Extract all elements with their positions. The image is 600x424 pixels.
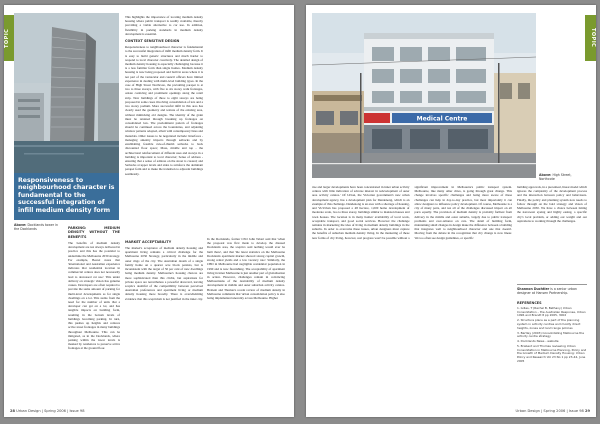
topic-tab: TOPIC bbox=[4, 15, 15, 61]
right-photo-caption bbox=[539, 173, 587, 181]
topic-tab-right: TOPIC bbox=[585, 15, 596, 61]
right-col-3-text: building approvals, in a piecemeal, linear model which ignores the complexity of the development process and the interaction between policy and behaviours. Finally, the policy and planning system now needs to follow through on the bold strategy and vision of Melbourne 2030. We have a choice between timing the narrowest eyeing and highly easing, a specific city's local problem, or adding our weight and our aspirations to working through the challenges. bbox=[517, 185, 587, 223]
context-heading: CONTEXT SENSITIVE DESIGN bbox=[125, 39, 180, 44]
right-folio-text: Urban Design | Spring 2006 | Issue 98 bbox=[515, 409, 584, 413]
intro-paragraph: This highlights the importance of locating medium density housing where public transport is readily available, thereby providing a viable alternative to car use. In addition, flexibility in parking standards in medium density development is essential. bbox=[125, 15, 203, 36]
right-body bbox=[312, 185, 512, 407]
article-headline: Responsiveness to neighbourhood character is fundamental to the successful integration of infill medium density form bbox=[18, 177, 115, 214]
context-body: Responsiveness to neighbourhood character is fundamental to the successful integration of infill medium density form. It is easy to build generic structures and much harder to respond to local character creatively. The detailed design of medium density housing is especially challenging because it is a less familiar form than single homes. Medium density housing is now being proposed and built in areas where it is not part of the vernacular and council officers have limited experience in dealing with multi-level building types. In the case of High Street Northcote, the prevailing parapet is at two to three storeys, with five to six storey walk frontages, ornate cornicing and prominent openings along the retail strip. New buildings of three to eight storeys are being proposed in some cases involving consolidation of lots and a two storey podium. More successful infill in this area has clearly used the geometry and texture of the existing area, without mimicking old designs. The identity of the grain must be retained through breaking up frontages on consolidated lots. The predominant pattern of frontages should be continued across the boundaries, and adjoining window patterns adopted, albeit with contemporary lines and materials. Other issues to be negotiated include: Interfaces - managing amenity impacts through setbacks and by establishing feasible rule-of-thumb setbacks to back discounted floor space; Mass, middle and top - the architectural reinforcement of different uses and storeys in a building is important to local character; Sense of address - ensuring that a sense of address on the street is created; and Setbacks at upper levels and sides to reinforce the dominant parapet form and to make the transition to adjacent buildings seamlessly. bbox=[125, 45, 203, 176]
market-body: The market's acceptance of medium density housing and apartment living remains a critical challenge for the Melbourne 2030 Strategy, particularly in the middle and outer rings of the city. The Australian dream of a single family home on a quarter acre block persists, but is inconsistent with the target of 50 per cent of new dwellings being medium density. Melbourne's housing choices are more sophisticated than this cliché, but aspirations for private space are nevertheless a powerful drawcard, leaving sceptics doubtful of the compatibility between perceived Australian preferences and apartment living or medium density housing more broadly. There is overwhelming evidence that this scepticism is not justified in the inner city. In the Docklands, former CEO John Tabart said that 'when the proposal was first made to develop the disused Docklands area, the sceptics said nothing would ever be built there', and that 'the latest statistics on the Melbourne Docklands apartment market showed strong capital growth, strong rental yields and a low vacancy rate.' Similarly, the CBD in Melbourne had negligible residential population in 1990 and is now flourishing. The acceptability of apartment living in inner Melbourne is just another part of globalisation in action. However, challenges remain in convincing Melbournians of the desirability of medium density development in middle and outer suburban activity centres. Brabent and Thomas's recent review of medium density in Melbourne comments that 'urban consolidation policy is also being implemented unevenly across Melbourne. Higher bbox=[125, 237, 285, 301]
right-folio bbox=[516, 409, 590, 413]
left-page-number: 28 bbox=[10, 409, 16, 413]
references-heading: REFERENCES bbox=[517, 301, 542, 305]
right-page bbox=[306, 5, 596, 417]
right-col-3 bbox=[517, 185, 587, 281]
right-caption-text: High Street, Northcote bbox=[539, 173, 572, 182]
left-folio-text: Urban Design | Spring 2006 | Issue 98 bbox=[16, 409, 85, 413]
right-page-number: 29 bbox=[584, 409, 590, 413]
right-caption-label: Above: bbox=[539, 173, 552, 177]
references bbox=[517, 301, 587, 365]
svg-text:Medical Centre: Medical Centre bbox=[416, 115, 468, 123]
parking-body: The benefits of medium density development are not always delivered in practice and this has the potential to undermine the Melbourne 2030 strategy. For example, Beeret notes that 'international and Australian experience indicates that residential location in commercial centres does not necessarily lead to decreased car use.' This under delivery on strategic vision has genuine causes. Developers are often required to provide the same amount of parking for multi-level developments as for single dwellings on a lot. This stems from the need for the number of units that a developer can get on a lot, and has tangible impacts on building form, resulting in the bottom levels of buildings becoming parking. In turn, this pushes up heights and reduces active street frontages in many buildings throughout Melbourne. This can be mitigated, as in the Docklands, where parking within the lower levels is masked by residences to preserve active frontages at the ground floor. bbox=[68, 240, 120, 351]
left-folio bbox=[10, 409, 84, 413]
reference-item: 5. Brabent and Thomas reviewing Urban Consolidation in Melbourne Planning, Policy and the Growth of Medium Density Housing: Urban Policy and Research Vol 23 No 1 pp 23-44, June 2005 bbox=[517, 343, 587, 363]
left-page bbox=[4, 5, 294, 417]
left-photo-caption bbox=[14, 223, 64, 231]
author-name: Shannon Duchtler bbox=[517, 287, 550, 291]
parking-heading: PARKING: MEDIUM DENSITY WITHOUT THE BENEFITS bbox=[68, 226, 120, 239]
left-col-3 bbox=[125, 237, 285, 407]
references-list bbox=[517, 307, 587, 364]
author-role: is a senior urban designer at Hansen Partnership. bbox=[517, 287, 577, 296]
reference-item: 4. Docklands News - website bbox=[517, 339, 559, 344]
headline-box bbox=[14, 173, 119, 220]
market-heading: MARKET ACCEPTABILITY bbox=[125, 240, 172, 244]
docklands-tower-photo bbox=[14, 13, 119, 173]
author-note bbox=[517, 284, 587, 295]
reference-item: 2. Structure plans as a part of the planning system in activity centres and mostly direct heights, zones and land range policies bbox=[517, 318, 581, 330]
high-street-photo bbox=[312, 13, 536, 178]
reference-item: 3. Bartley (2003) Consolidating Melbourne the activity centre strategy bbox=[517, 330, 585, 339]
caption-text: Docklands tower in the Docklands bbox=[14, 223, 59, 232]
left-col-1 bbox=[68, 223, 120, 405]
reference-item: 1. Gilles, T (Rachel B, Bethany) Urban Consolidation – the Australian Response, Urban 1996 and Brandt 8 pp 2005, 3002 bbox=[517, 305, 586, 318]
right-col-1-text: rise and larger developments have been concentrated in inner urban activity centres with little indication of adverse interest in redevelopment of outer area activity centres.' Of Urban, the Victorian government's new urban development agency, has a development plan for Dandenong, which is an example of this challenge. Dandenong is an area with a shortage of housing, and VicUrban has proposed a 48 hectare, 1,000 home development of moderate scale, two to three storey, buildings similar to mansion houses and town houses. The location is in many homes' availability of local work, acceptable transport, and good social services. However the challenge remains in marketing the idea of living in medium density buildings in the suburbs. In order to overcome these issues, urban designers must capture the benefits of suburban medium density living. In the marketing of these new forms of city living, however, real progress won't be possible without a significant improvement in Melbourne's public transport system. Melbourne, like many other cities, is going through great change. This change involves specific challenges and being more aware of these challenges can help in day-to-day practice, but most importantly it can allow designers to influence policy development. Of course, Melbourne is a city of many parts, and not all of the challenges discussed impact on all parts equally. The provision of medium density is probably farthest from delivery in the middle and outer suburbs, largely due to public transport problems and over-reliance on cars. The detail of building form, maintaining small changes in design make the difference between a building that integrates well to neighbourhood character and one that doesn't. Moving from the debate in the recognition that city change is now linear. We too often see design guidelines, or specific bbox=[312, 185, 512, 240]
caption-label: Above: bbox=[14, 223, 27, 227]
